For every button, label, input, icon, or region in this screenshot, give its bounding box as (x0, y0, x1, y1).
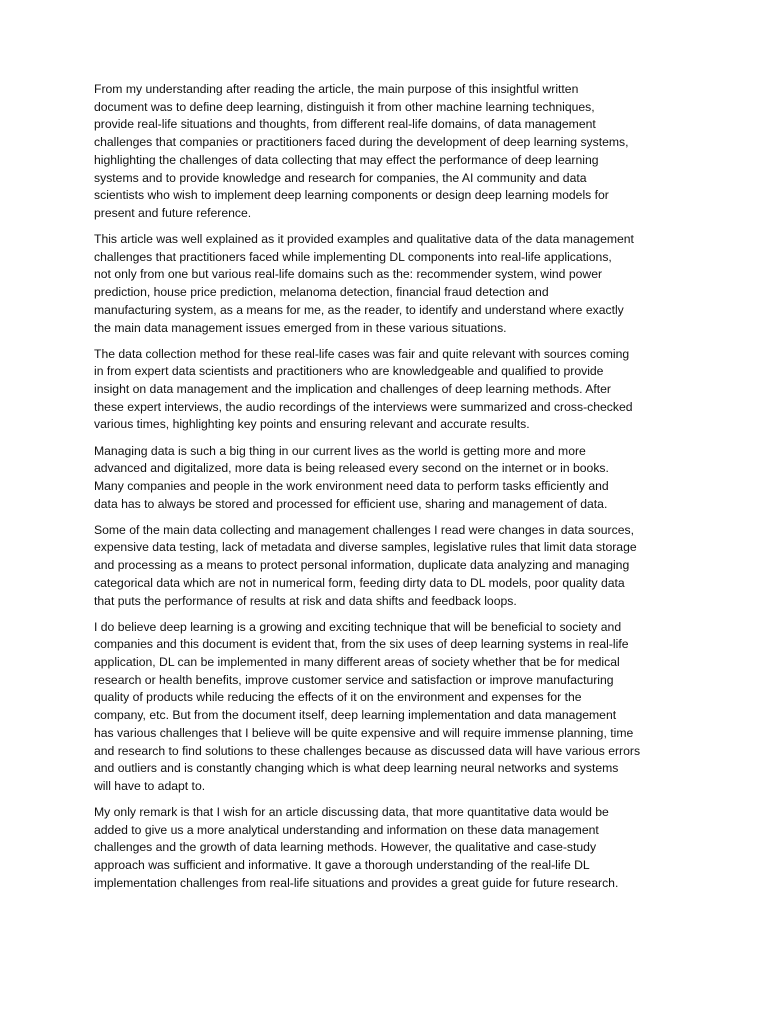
paragraph-line: advanced and digitalized, more data is being released every second on the internet or in books. (94, 461, 609, 476)
paragraph-7 (94, 804, 676, 893)
paragraph-line: insight on data management and the implication and challenges of deep learning methods. After (94, 382, 611, 397)
paragraph-line: has various challenges that I believe will be quite expensive and will require immense planning, time (94, 725, 634, 740)
paragraph-line: implementation challenges from real-life situations and provides a great guide for future research. (94, 875, 619, 890)
paragraph-line: provide real-life situations and thoughts, from different real-life domains, of data management (94, 117, 596, 132)
paragraph-line: company, etc. But from the document itself, deep learning implementation and data management (94, 708, 617, 723)
paragraph-line: challenges and the growth of data learning methods. However, the qualitative and case-study (94, 840, 597, 855)
document-body (94, 81, 676, 901)
paragraph-4 (94, 443, 676, 514)
paragraph-3 (94, 346, 676, 435)
paragraph-line: and research to find solutions to these challenges because as discussed data will have various errors (94, 743, 641, 758)
paragraph-6 (94, 619, 676, 796)
paragraph-line: systems and to provide knowledge and research for companies, the AI community and data (94, 170, 587, 185)
paragraph-line: categorical data which are not in numerical form, feeding dirty data to DL models, poor quality data (94, 575, 625, 590)
paragraph-line: application, DL can be implemented in many different areas of society whether that be for medical (94, 655, 620, 670)
paragraph-5 (94, 522, 676, 611)
paragraph-line: research or health benefits, improve customer service and satisfaction or improve manufacturing (94, 672, 614, 687)
paragraph-line: From my understanding after reading the article, the main purpose of this insightful written (94, 82, 579, 96)
paragraph-line: data has to always be stored and processed for efficient use, sharing and management of data. (94, 496, 608, 511)
paragraph-line: prediction, house price prediction, melanoma detection, financial fraud detection and (94, 285, 549, 300)
paragraph-line: document was to define deep learning, distinguish it from other machine learning techniques, (94, 99, 595, 114)
paragraph-line: challenges that companies or practitioners faced during the development of deep learning systems, (94, 135, 629, 150)
paragraph-1 (94, 81, 676, 223)
paragraph-line: the main data management issues emerged from in these various situations. (94, 320, 507, 335)
paragraph-line: scientists who wish to implement deep learning components or design deep learning models for (94, 188, 609, 203)
paragraph-line: The data collection method for these real-life cases was fair and quite relevant with sources coming (94, 346, 630, 361)
paragraph-line: and processing as a means to protect personal information, duplicate data analyzing and managing (94, 558, 630, 573)
paragraph-line: My only remark is that I wish for an article discussing data, that more quantitative data would be (94, 805, 609, 820)
paragraph-line: quality of products while reducing the effects of it on the environment and expenses for the (94, 690, 582, 705)
paragraph-line: companies and this document is evident that, from the six uses of deep learning systems in real-life (94, 637, 629, 652)
paragraph-line: Many companies and people in the work environment need data to perform tasks efficiently and (94, 478, 609, 493)
paragraph-line: This article was well explained as it provided examples and qualitative data of the data management (94, 232, 634, 247)
paragraph-line: and outliers and is constantly changing which is what deep learning neural networks and systems (94, 761, 619, 776)
paragraph-line: challenges that practitioners faced while implementing DL components into real-life applications, (94, 249, 612, 264)
paragraph-line: Some of the main data collecting and management challenges I read were changes in data sources, (94, 522, 634, 537)
paragraph-line: not only from one but various real-life domains such as the: recommender system, wind power (94, 267, 603, 282)
paragraph-line: that puts the performance of results at risk and data shifts and feedback loops. (94, 593, 517, 608)
paragraph-line: manufacturing system, as a means for me, as the reader, to identify and understand where exactly (94, 302, 624, 317)
paragraph-line: I do believe deep learning is a growing and exciting technique that will be beneficial to society and (94, 619, 622, 634)
paragraph-line: added to give us a more analytical understanding and information on these data management (94, 822, 599, 837)
paragraph-line: will have to adapt to. (94, 778, 206, 793)
paragraph-line: various times, highlighting key points and ensuring relevant and accurate results. (94, 417, 530, 432)
paragraph-2 (94, 231, 676, 337)
paragraph-line: expensive data testing, lack of metadata and diverse samples, legislative rules that limit data storage (94, 540, 637, 555)
paragraph-line: present and future reference. (94, 205, 252, 220)
paragraph-line: highlighting the challenges of data collecting that may effect the performance of deep learning (94, 152, 599, 167)
paragraph-line: Managing data is such a big thing in our current lives as the world is getting more and more (94, 443, 586, 458)
paragraph-line: these expert interviews, the audio recordings of the interviews were summarized and cross-checked (94, 399, 633, 414)
paragraph-line: in from expert data scientists and practitioners who are knowledgeable and qualified to provide (94, 364, 604, 379)
paragraph-line: approach was sufficient and informative. It gave a thorough understanding of the real-life DL (94, 858, 590, 873)
